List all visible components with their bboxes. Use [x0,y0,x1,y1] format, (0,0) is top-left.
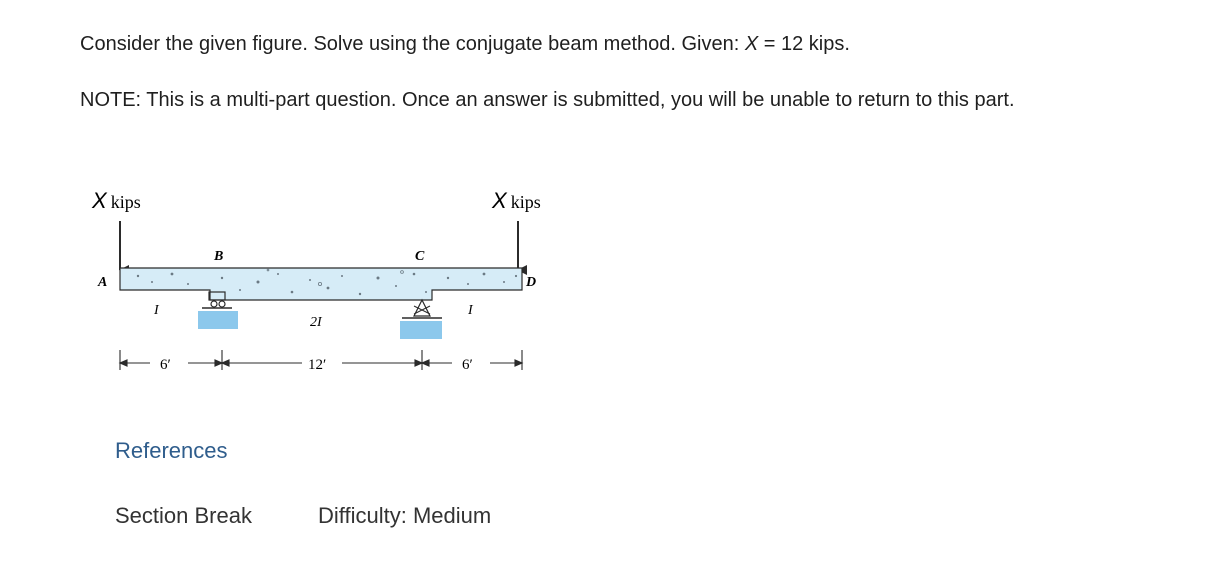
dim-mid-label: 12′ [308,357,327,373]
point-b-label: B [214,249,224,264]
point-a-label: A [98,275,108,290]
inertia-left-label: I [154,303,159,318]
question-variable: X [744,33,759,55]
question-prefix: Consider the given figure. Solve using the conjugate beam method. Given: [80,33,745,55]
load-label-right [491,188,541,213]
load-left-var: X [92,188,107,213]
difficulty-label: Difficulty: Medium [318,503,492,528]
beam-figure [80,178,580,388]
references-link[interactable]: References [115,438,228,463]
note-text: NOTE: This is a multi-part question. Once an answer is submitted, you will be unable to return to this part. [80,89,1015,111]
dim-left-label: 6′ [160,357,171,373]
load-left-unit: kips [110,192,141,212]
question-text [80,30,1180,58]
support-c [400,300,442,339]
section-break-label: Section Break [115,503,252,528]
dim-right-label: 6′ [462,357,473,373]
load-label-left [91,188,141,213]
point-d-label: D [526,275,537,290]
beam-body [120,268,522,300]
point-c-label: C [415,249,425,264]
inertia-right-label: I [468,303,473,318]
question-suffix: = 12 kips. [758,33,850,55]
load-right-unit: kips [510,192,541,212]
load-right-var: X [492,188,507,213]
inertia-mid-label: 2I [310,315,322,330]
